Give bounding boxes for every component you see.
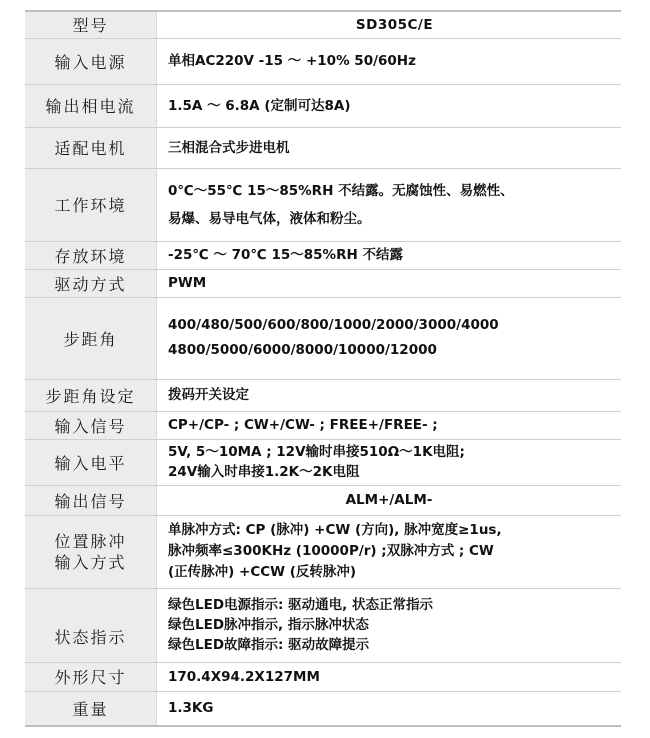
step-angle-line-2: 4800/5000/6000/8000/10000/12000 [168,342,437,358]
dimensions-line: 170.4X94.2X127MM [168,668,320,685]
input-power-value [157,38,622,84]
motor-line: 三相混合式步进电机 [168,139,290,156]
weight-label: 重量 [25,691,157,726]
spec-row-status [25,588,621,662]
status-line-3: 绿色LED故障指示: 驱动故障提示 [168,637,370,653]
spec-row-input-level [25,439,621,485]
pulse-input-label-line-2: 输入方式 [54,552,127,572]
input-level-value [157,439,622,485]
model-value: SD305C/E [157,11,622,38]
weight-line: 1.3KG [168,700,214,717]
storage-env-value [157,241,622,269]
weight-value [157,691,622,726]
step-angle-line-1: 400/480/500/600/800/1000/2000/3000/4000 [168,317,499,333]
spec-row-input-signal [25,411,621,439]
storage-env-line: -25℃ ～ 70℃ 15～85%RH 不结露 [168,247,403,263]
work-env-line-2: 易爆、易导电气体，液体和粉尘。 [168,210,371,227]
spec-row-pulse-input [25,515,621,588]
spec-row-work-env [25,168,621,241]
input-power-line: 单相AC220V -15 ～ +10% 50/60Hz [168,53,416,69]
pulse-input-line-3: (正传脉冲) +CCW (反转脉冲) [168,564,357,580]
pulse-input-label [25,515,157,588]
work-env-value [157,168,622,241]
dimensions-label: 外形尺寸 [25,662,157,691]
spec-row-output-signal [25,485,621,515]
input-signal-value [157,411,622,439]
work-env-line-1: 0℃～55℃ 15～85%RH 不结露。无腐蚀性、易燃性、 [168,182,514,199]
input-level-line-1: 5V, 5～10MA ; 12V输时串接510Ω～1K电阻; [168,444,465,460]
spec-row-step-angle [25,297,621,379]
work-env-label: 工作环境 [25,168,157,241]
output-signal-line: ALM+/ALM- [345,492,433,508]
status-label: 状态指示 [25,588,157,662]
dimensions-value [157,662,622,691]
spec-row-step-setting [25,379,621,411]
output-signal-value [157,485,622,515]
spec-row-output-current [25,84,621,127]
spec-table [25,10,621,727]
spec-row-model [25,11,621,38]
output-signal-label: 输出信号 [25,485,157,515]
step-setting-line: 拨码开关设定 [168,387,249,403]
storage-env-label: 存放环境 [25,241,157,269]
spec-row-weight [25,691,621,726]
input-power-label: 输入电源 [25,38,157,84]
motor-label: 适配电机 [25,127,157,168]
output-current-label: 输出相电流 [25,84,157,127]
pulse-input-line-1: 单脉冲方式: CP (脉冲) +CW (方向), 脉冲宽度≥1us, [168,522,502,538]
step-setting-label: 步距角设定 [25,379,157,411]
model-label: 型号 [25,11,157,38]
status-line-2: 绿色LED脉冲指示, 指示脉冲状态 [168,617,369,633]
step-angle-label: 步距角 [25,297,157,379]
spec-row-input-power [25,38,621,84]
pulse-input-value [157,515,622,588]
drive-mode-line: PWM [168,275,207,291]
input-level-line-2: 24V输入时串接1.2K～2K电阻 [168,464,360,480]
output-current-line: 1.5A ～ 6.8A (定制可达8A) [168,97,351,114]
drive-mode-value [157,269,622,297]
input-signal-line: CP+/CP- ; CW+/CW- ; FREE+/FREE- ; [168,417,438,433]
drive-mode-label: 驱动方式 [25,269,157,297]
pulse-input-label-line-1: 位置脉冲 [54,531,127,551]
output-current-value [157,84,622,127]
status-value [157,588,622,662]
spec-row-storage-env [25,241,621,269]
step-angle-value [157,297,622,379]
step-setting-value [157,379,622,411]
input-signal-label: 输入信号 [25,411,157,439]
spec-row-drive-mode [25,269,621,297]
spec-row-dimensions [25,662,621,691]
pulse-input-line-2: 脉冲频率≤300KHz (10000P/r) ;双脉冲方式 ; CW [168,543,494,559]
spec-row-motor [25,127,621,168]
input-level-label: 输入电平 [25,439,157,485]
motor-value [157,127,622,168]
status-line-1: 绿色LED电源指示: 驱动通电, 状态正常指示 [168,597,433,613]
